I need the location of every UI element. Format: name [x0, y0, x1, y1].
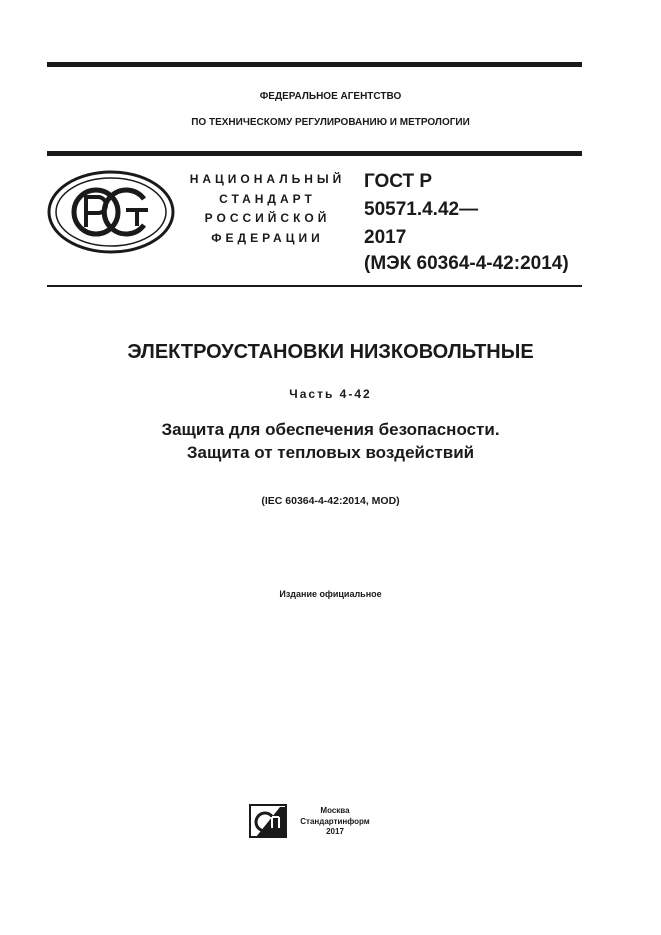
- national-line-3: РОССИЙСКОЙ: [204, 211, 331, 225]
- edition-label: Издание официальное: [279, 589, 382, 599]
- subtitle-line-1: Защита для обеспечения безопасности.: [161, 420, 500, 439]
- gost-line-4: (МЭК 60364-4-42:2014): [364, 253, 569, 274]
- national-standard-label: [180, 170, 355, 248]
- iec-reference: (IEC 60364-4-42:2014, MOD): [261, 495, 400, 507]
- standartinform-logo-icon: [248, 803, 288, 839]
- agency-line-2: ПО ТЕХНИЧЕСКОМУ РЕГУЛИРОВАНИЮ И МЕТРОЛОГИИ: [191, 117, 470, 128]
- publisher-block: [295, 806, 375, 838]
- national-line-1: НАЦИОНАЛЬНЫЙ: [189, 172, 346, 186]
- publisher-year: 2017: [326, 827, 344, 836]
- gost-line-3: 2017: [364, 227, 407, 248]
- publisher-name: Стандартинформ: [300, 816, 370, 826]
- middle-rule: [47, 151, 582, 156]
- document-part: Часть 4-42: [289, 387, 372, 401]
- document-title: ЭЛЕКТРОУСТАНОВКИ НИЗКОВОЛЬТНЫЕ: [127, 341, 534, 363]
- national-line-4: ФЕДЕРАЦИИ: [211, 230, 324, 245]
- publisher-city: Москва: [320, 806, 350, 815]
- bottom-rule: [47, 285, 582, 287]
- gost-r-logo-icon: [46, 169, 176, 255]
- subtitle-line-2: Защита от тепловых воздействий: [186, 443, 475, 462]
- gost-line-1: ГОСТ Р: [364, 171, 433, 192]
- national-line-2: СТАНДАРТ: [219, 191, 316, 206]
- document-subtitle: [0, 418, 661, 464]
- agency-line-1: ФЕДЕРАЛЬНОЕ АГЕНТСТВО: [259, 91, 402, 102]
- gost-line-2: 50571.4.42—: [364, 199, 479, 220]
- top-rule: [47, 62, 582, 67]
